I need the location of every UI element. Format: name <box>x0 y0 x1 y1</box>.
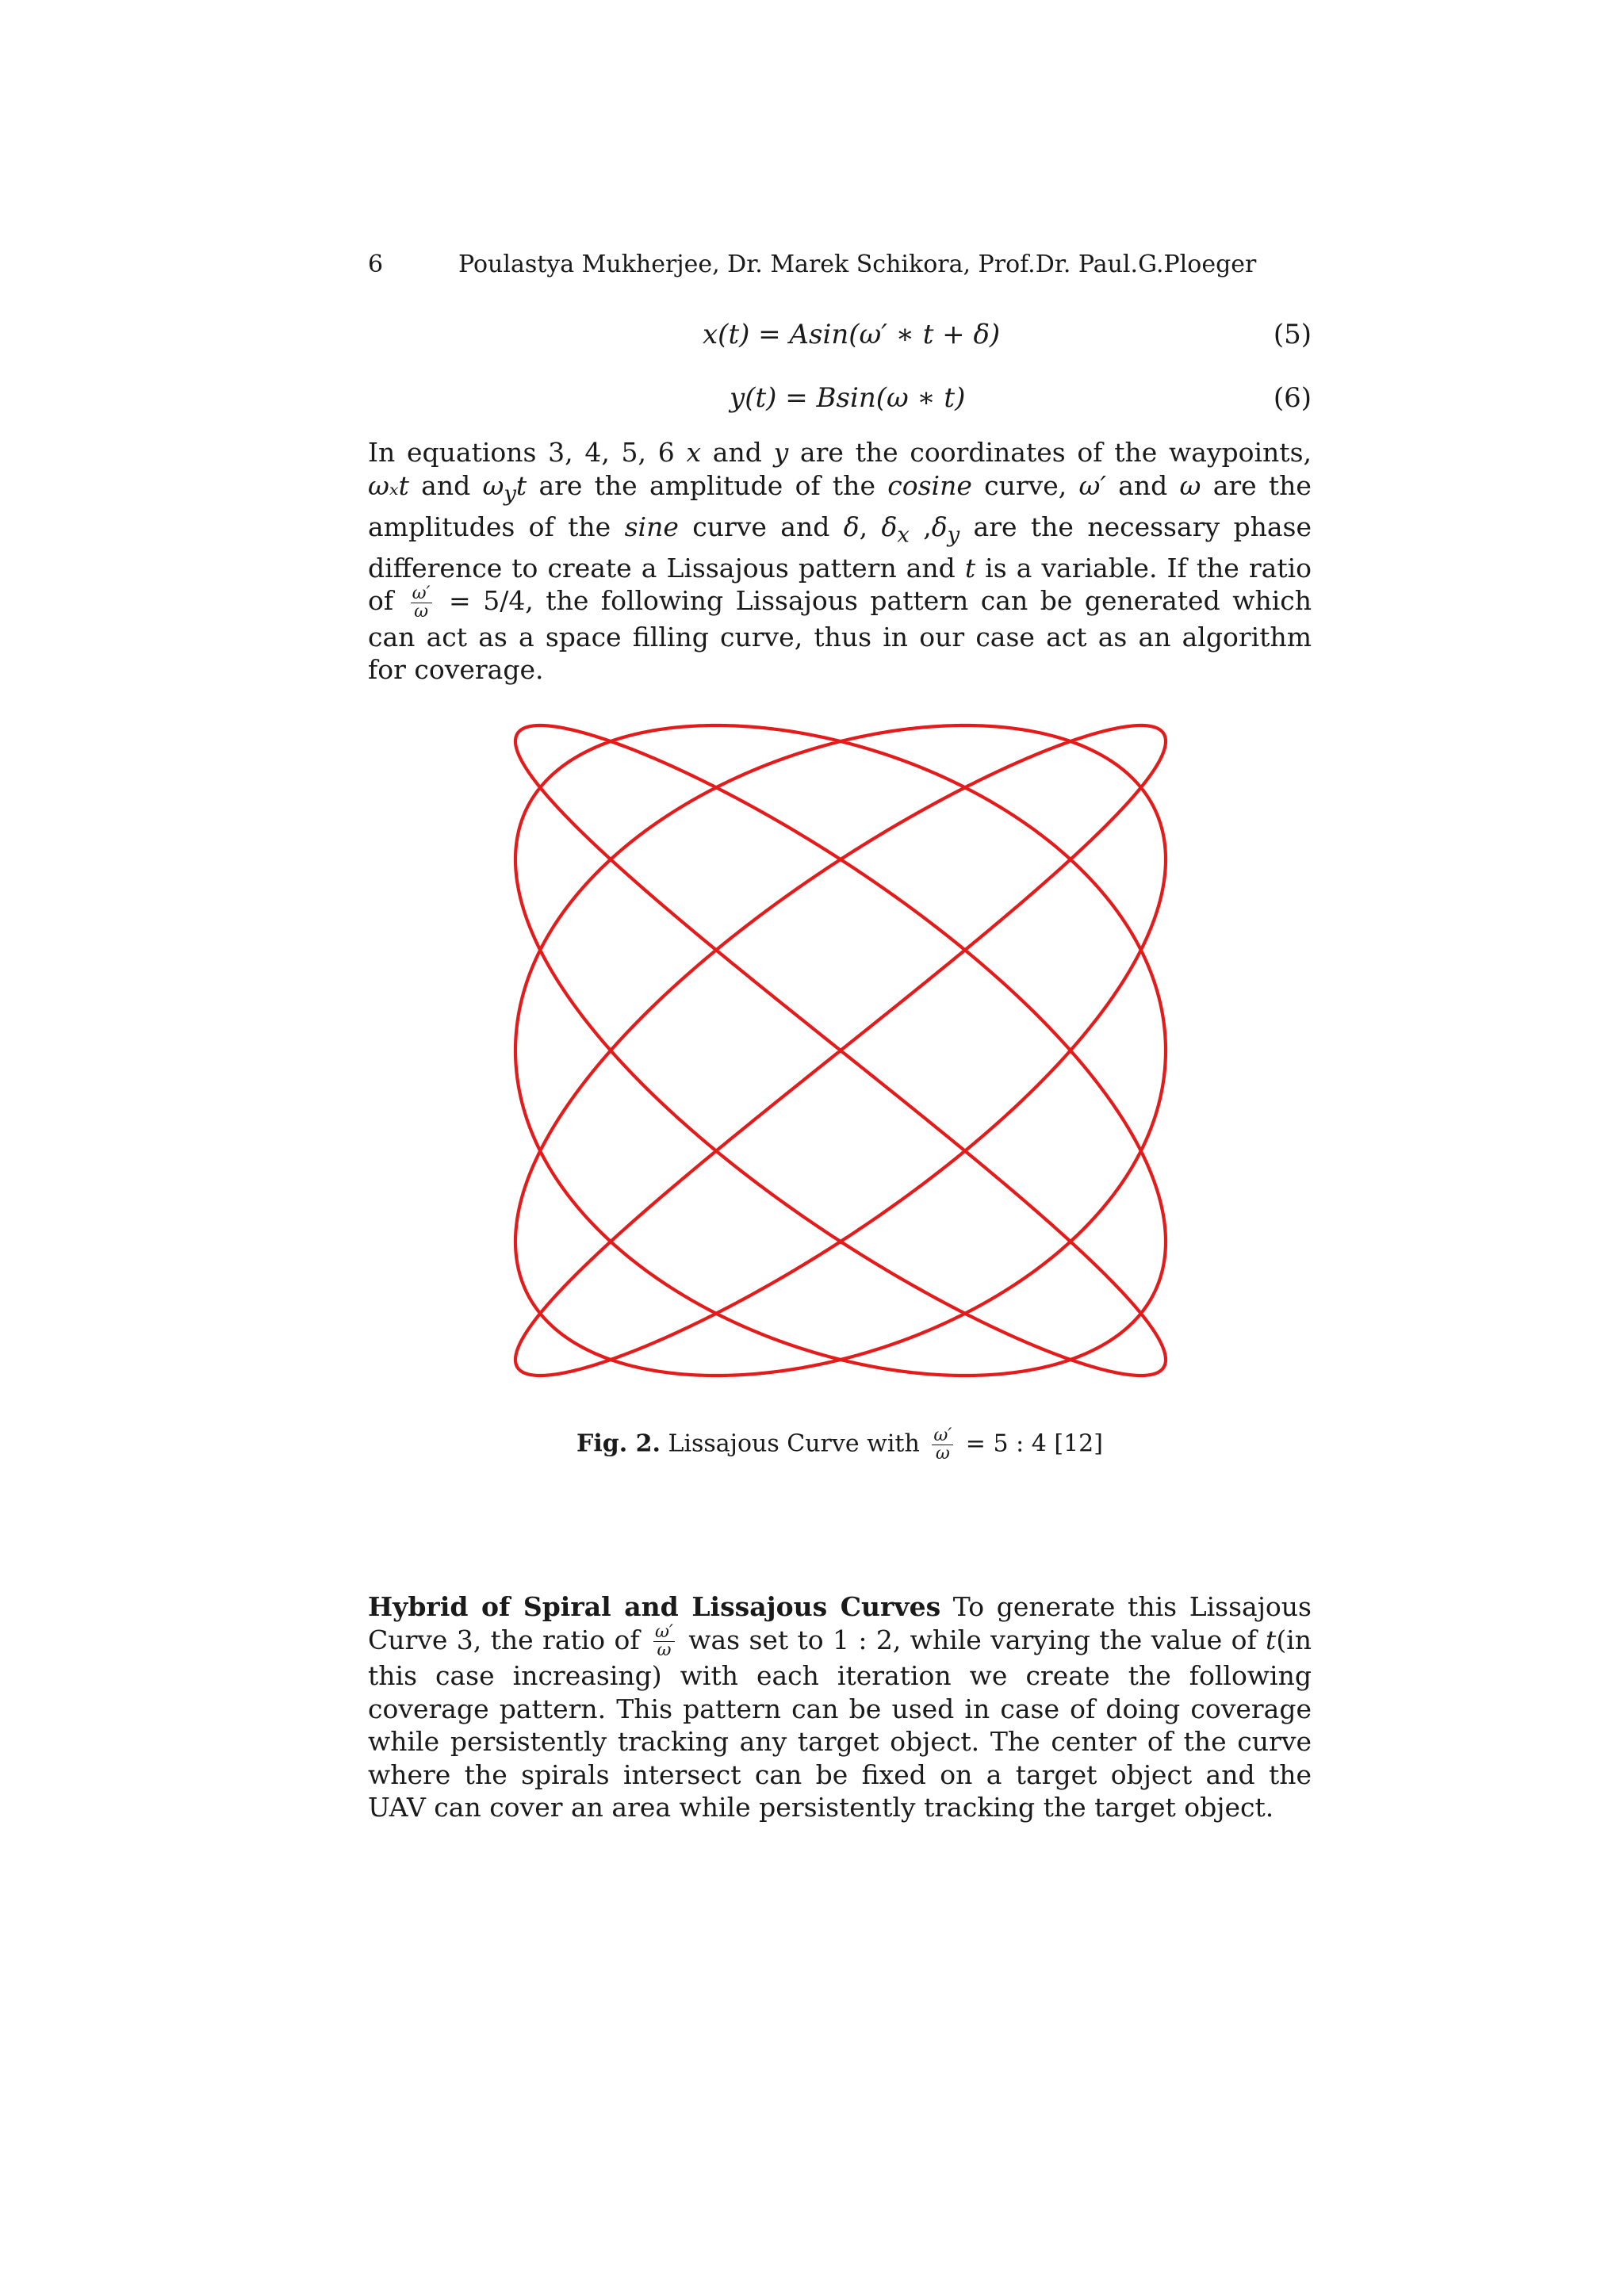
figure-caption <box>368 1427 1312 1463</box>
caption-fraction: $\frac{\omega'}{\omega}$ <box>933 1425 952 1464</box>
equation-5-lhs: x(t) = <box>703 319 790 350</box>
ratio-fraction-2: $\frac{\omega'}{\omega}$ <box>654 1622 673 1660</box>
paragraph-hybrid-spiral-lissajous: Hybrid of Spiral and Lissajous Curves To generate this Lissajous Curve 3, the ratio of $\frac{\omega'}{\omega}$ was set to 1 : 2, while varying the value of t(in this case increasing) with each iteration we create the following coverage pattern. This pattern can be used in case of doing coverage while persistently tracking any target object. The center of the curve where the spirals intersect can be fixed on a target object and the UAV can cover an area while persistently tracking the target object. <box>368 1591 1312 1823</box>
ratio-fraction: $\frac{\omega'}{\omega}$ <box>412 583 431 622</box>
equation-6 <box>368 382 1312 422</box>
lissajous-curve-plot <box>508 714 1174 1387</box>
lissajous-figure <box>508 714 1174 1387</box>
caption-text: Lissajous Curve with <box>660 1429 928 1458</box>
equation-5-rhs: Asin(ω′ ∗ t + δ) <box>789 319 1001 350</box>
figure-label: Fig. 2. <box>576 1429 661 1458</box>
paragraph-equations-explanation: In equations 3, 4, 5, 6 x and y are the coordinates of the waypoints, ωₓt and $\omega_yt$ are the amplitude of the cosine curve, ω′ and ω are the amplitudes of the sine curve and δ, $\delta_x$ $,\delta_y$ are the necessary phase difference to create a Lissajous pattern and t is a variable. If the ratio of $\frac{\omega'}{\omega}$ = 5/4, the following Lissajous pattern can be generated which can act as a space filling curve, thus in our case act as an algorithm for coverage. <box>368 437 1312 686</box>
lissajous-curve <box>515 725 1166 1376</box>
caption-ratio: = 5 : 4 [12] <box>958 1429 1103 1458</box>
equation-6-rhs: Bsin(ω ∗ t) <box>816 382 966 414</box>
equation-6-lhs: y(t) = <box>730 382 817 414</box>
equation-5 <box>368 319 1312 358</box>
running-authors: Poulastya Mukherjee, Dr. Marek Schikora, Prof.Dr. Paul.G.Ploeger <box>458 251 1257 278</box>
equation-5-number: (5) <box>1273 319 1312 350</box>
equation-6-number: (6) <box>1273 382 1312 414</box>
page-header <box>368 251 1312 285</box>
page-number: 6 <box>368 251 384 278</box>
section-heading: Hybrid of Spiral and Lissajous Curves <box>368 1591 941 1622</box>
